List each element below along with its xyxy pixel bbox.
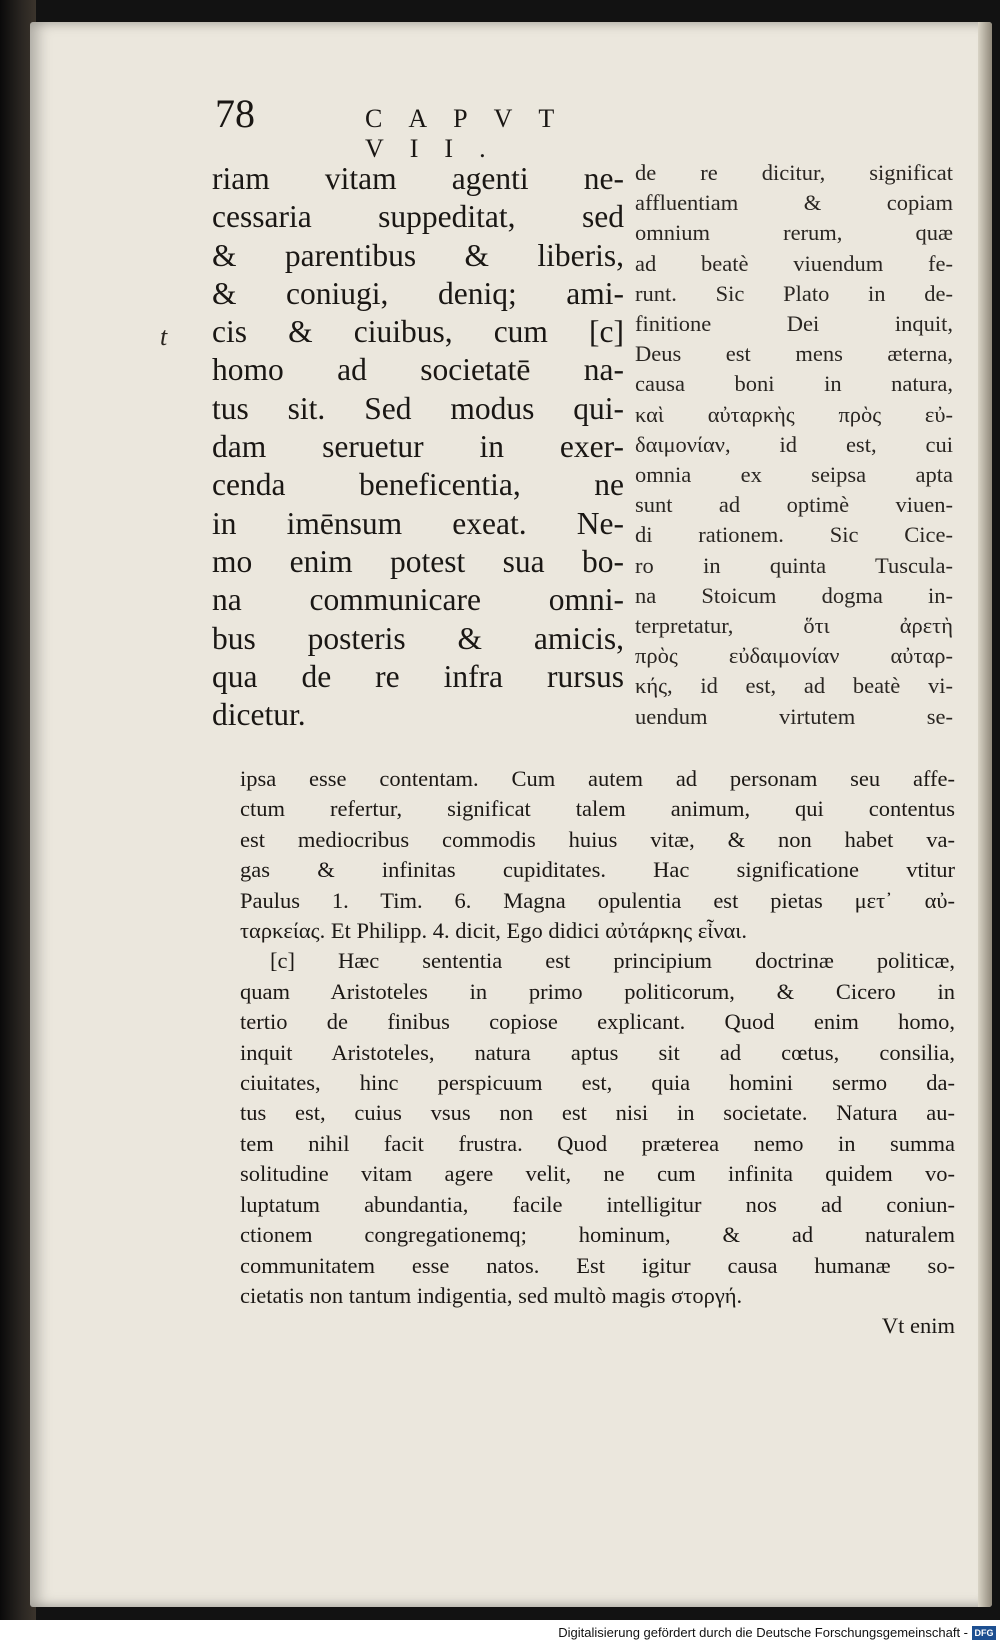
text-line: & coniugi, deniq; ami- — [212, 275, 624, 311]
text-line: quam Aristoteles in primo politicorum, & Cicero in — [240, 978, 955, 1004]
text-line: est mediocribus commodis huius vitæ, & non habet va- — [240, 826, 955, 852]
text-line: tertio de finibus copiose explicant. Quod enim homo, — [240, 1009, 955, 1035]
text-line: ad beatè viuendum fe- — [635, 250, 953, 276]
text-line: qua de re infra rursus — [212, 658, 624, 694]
text-line: Deus est mens æterna, — [635, 341, 953, 367]
folio-number: 78 — [215, 91, 255, 136]
margin-annotation: t — [160, 322, 168, 351]
text-line: riam vitam agenti ne- — [212, 161, 624, 196]
text-line: ταρκείας. Et Philipp. 4. dicit, Ego didici αὐτάρκης εἶναι. — [240, 918, 747, 944]
text-line: sunt ad optimè viuen- — [635, 492, 953, 518]
text-line: tus sit. Sed modus qui- — [212, 390, 624, 426]
text-line: πρὸς εὐδαιμονίαν αὐταρ- — [635, 643, 953, 669]
text-line: cessaria suppeditat, sed — [212, 199, 624, 235]
text-line: Vt enim — [881, 1313, 955, 1339]
text-line: cenda beneficentia, ne — [212, 467, 624, 503]
text-line: inquit Aristoteles, natura aptus sit ad cœtus, consilia, — [240, 1039, 955, 1065]
main-text-column — [212, 160, 624, 734]
text-line: dam seruetur in exer- — [212, 429, 624, 465]
text-line: & parentibus & liberis, — [212, 237, 624, 273]
text-line: omnium rerum, quæ — [635, 220, 953, 246]
text-line: uendum virtutem se- — [635, 703, 953, 729]
text-line: na Stoicum dogma in- — [635, 582, 953, 608]
text-line: omnia ex seipsa apta — [635, 462, 953, 488]
text-line: tus est, cuius vsus non est nisi in societate. Natura au- — [240, 1100, 955, 1126]
funding-note: Digitalisierung gefördert durch die Deutsche Forschungsgemeinschaft - — [558, 1625, 968, 1640]
text-line: in imēnsum exeat. Ne- — [212, 505, 624, 541]
text-line: de re dicitur, significat — [635, 160, 953, 185]
text-line: affluentiam & copiam — [635, 190, 953, 216]
text-line: tem nihil facit frustra. Quod præterea nemo in summa — [240, 1130, 955, 1156]
text-line: gas & infinitas cupiditates. Hac significatione vtitur — [240, 857, 955, 883]
text-line: na communicare omni- — [212, 582, 624, 618]
text-line: terpretatur, ὅτι ἀρετὴ — [635, 613, 953, 639]
commentary-column — [635, 158, 953, 732]
text-line: ctionem congregationemq; hominum, & ad naturalem — [240, 1222, 955, 1248]
text-line: communitatem esse natos. Est igitur causa humanæ so- — [240, 1252, 955, 1278]
text-line: runt. Sic Plato in de- — [635, 280, 953, 306]
text-line: solitudine vitam agere velit, ne cum infinita quidem vo- — [240, 1161, 955, 1187]
commentary-full-width — [240, 764, 955, 1342]
text-line: ctum refertur, significat talem animum, qui contentus — [240, 796, 955, 822]
text-line: ipsa esse contentam. Cum autem ad personam seu affe- — [240, 766, 955, 791]
text-line: ro in quinta Tuscula- — [635, 552, 953, 578]
text-line: ciuitates, hinc perspicuum est, quia homini sermo da- — [240, 1070, 955, 1096]
footer-bar — [0, 1620, 1000, 1647]
text-line: dicetur. — [212, 697, 306, 733]
text-line: κής, id est, ad beatè vi- — [635, 673, 953, 699]
text-line: di rationem. Sic Cice- — [635, 522, 953, 548]
text-line: mo enim potest sua bo- — [212, 543, 624, 579]
text-line: δαιμονίαν, id est, cui — [635, 431, 953, 457]
page-header — [215, 90, 775, 163]
text-line: cietatis non tantum indigentia, sed multò magis στοργή. — [240, 1282, 743, 1308]
dfg-logo: DFG — [972, 1626, 996, 1640]
text-line: cis & ciuibus, cum [c] — [212, 314, 624, 350]
text-line: luptatum abundantia, facile intelligitur nos ad coniun- — [240, 1191, 955, 1217]
text-line: homo ad societatē na- — [212, 352, 624, 388]
text-line: καὶ αὐταρκὴς πρὸς εὐ- — [635, 401, 953, 427]
text-line: finitione Dei inquit, — [635, 311, 953, 337]
page-edge — [978, 22, 992, 1607]
text-line: causa boni in natura, — [635, 371, 953, 397]
text-line: [c] Hæc sententia est principium doctrinæ politicæ, — [270, 948, 955, 974]
text-line: Paulus 1. Tim. 6. Magna opulentia est pietas μετ᾽ αὐ- — [240, 887, 955, 913]
text-line: bus posteris & amicis, — [212, 620, 624, 656]
running-head: CAPVT VII. — [365, 104, 580, 163]
